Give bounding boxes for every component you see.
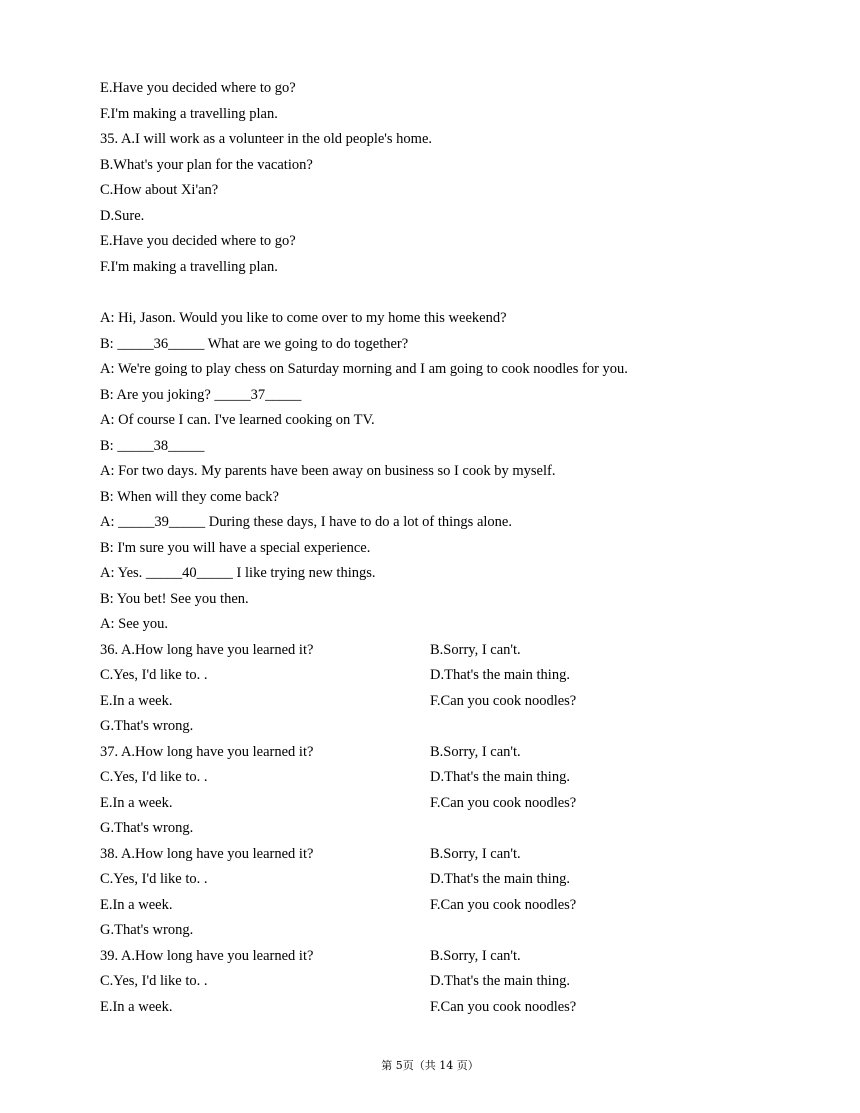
option-left: E.In a week. [100,896,173,913]
option-line: B.What's your plan for the vacation? [100,156,313,173]
option-row [100,638,780,664]
option-left: G.That's wrong. [100,922,194,938]
option-row [100,995,780,1021]
dialogue-line: A: Yes. _____40_____ I like trying new things. [100,565,376,581]
option-left: E.In a week. [100,794,173,811]
top-options [100,76,780,127]
option-row [100,816,780,842]
option-right: B.Sorry, I can't. [430,947,521,964]
option-right [430,714,780,740]
dialogue-line: A: Hi, Jason. Would you like to come over to my home this weekend? [100,310,507,326]
option-row [100,969,780,995]
option-line: E.Have you decided where to go? [100,233,296,249]
option-row [100,765,780,791]
option-right: B.Sorry, I can't. [430,845,521,862]
option-left: C.Yes, I'd like to. . [100,769,208,785]
question-38 [100,842,780,944]
dialogue-line: A: We're going to play chess on Saturday morning and I am going to cook noodles for you. [100,361,628,377]
option-row [100,714,780,740]
dialogue-line: B: _____36_____ What are we going to do together? [100,335,409,352]
option-right: B.Sorry, I can't. [430,743,521,760]
dialogue-line: A: Of course I can. I've learned cooking on TV. [100,412,375,428]
option-left: G.That's wrong. [100,820,194,836]
page-content [100,76,780,1020]
dialogue-line: B: I'm sure you will have a special experience. [100,539,371,556]
option-right [430,918,780,944]
option-line: F.I'm making a travelling plan. [100,105,278,122]
option-row [100,893,780,919]
option-left: 39. A.How long have you learned it? [100,947,314,964]
dialogue-line: A: _____39_____ During these days, I have to do a lot of things alone. [100,514,512,530]
option-right: B.Sorry, I can't. [430,641,521,658]
option-left: C.Yes, I'd like to. . [100,973,208,989]
question-39 [100,944,780,1021]
option-left: E.In a week. [100,692,173,709]
option-right: F.Can you cook noodles? [430,692,577,709]
dialogue-line: B: _____38_____ [100,437,205,454]
dialogue [100,306,780,638]
option-left: 37. A.How long have you learned it? [100,743,314,760]
question-35 [100,127,780,280]
option-right: D.That's the main thing. [430,871,570,887]
option-right: F.Can you cook noodles? [430,998,577,1015]
option-left: G.That's wrong. [100,718,194,734]
option-line: C.How about Xi'an? [100,182,219,198]
option-row [100,867,780,893]
option-left: C.Yes, I'd like to. . [100,667,208,683]
option-row [100,918,780,944]
option-line: F.I'm making a travelling plan. [100,258,278,275]
question-stem: 35. A.I will work as a volunteer in the old people's home. [100,131,433,147]
option-row [100,740,780,766]
dialogue-line: B: When will they come back? [100,488,279,505]
option-row [100,842,780,868]
option-right: D.That's the main thing. [430,769,570,785]
option-right: F.Can you cook noodles? [430,794,577,811]
option-row [100,689,780,715]
dialogue-line: B: You bet! See you then. [100,590,249,607]
option-row [100,663,780,689]
option-line: D.Sure. [100,207,145,224]
option-right [430,816,780,842]
option-left: C.Yes, I'd like to. . [100,871,208,887]
option-right: F.Can you cook noodles? [430,896,577,913]
option-right: D.That's the main thing. [430,973,570,989]
page-footer: 第 5页（共 14 页） [381,1059,479,1072]
dialogue-line: A: See you. [100,616,169,632]
option-left: E.In a week. [100,998,173,1015]
question-37 [100,740,780,842]
section-gap [100,280,780,306]
option-row [100,944,780,970]
option-left: 38. A.How long have you learned it? [100,845,314,862]
option-row [100,791,780,817]
option-right: D.That's the main thing. [430,667,570,683]
dialogue-line: A: For two days. My parents have been away on business so I cook by myself. [100,463,556,479]
option-line: E.Have you decided where to go? [100,80,296,96]
dialogue-line: B: Are you joking? _____37_____ [100,386,302,403]
question-36 [100,638,780,740]
option-left: 36. A.How long have you learned it? [100,641,314,658]
